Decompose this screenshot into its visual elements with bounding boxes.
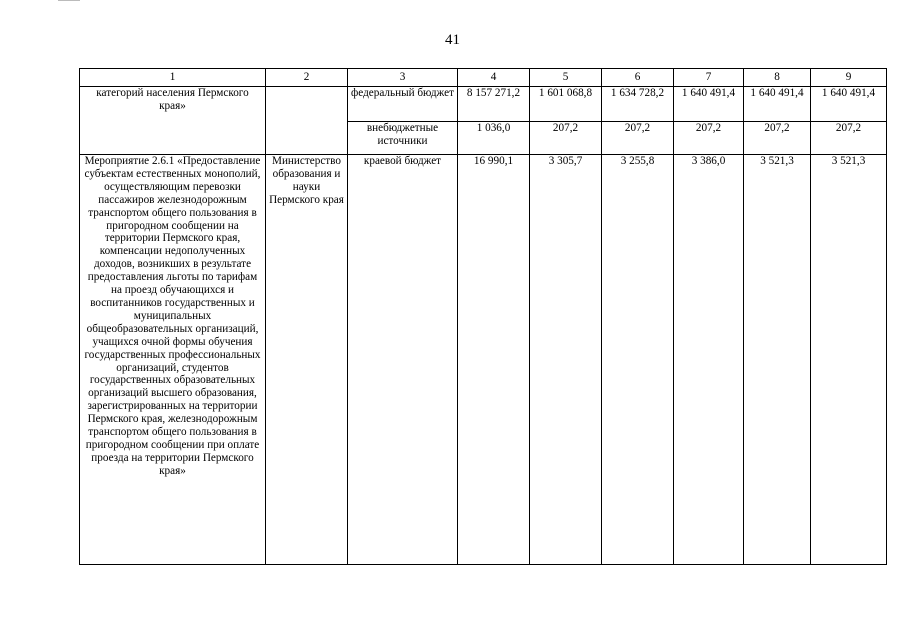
value-cell: 1 640 491,4	[674, 87, 744, 122]
value-cell: 207,2	[602, 122, 674, 155]
value-cell: 3 521,3	[744, 155, 811, 565]
value-cell: 1 640 491,4	[744, 87, 811, 122]
value-cell: 207,2	[811, 122, 887, 155]
value-cell: 207,2	[530, 122, 602, 155]
value-cell: 3 386,0	[674, 155, 744, 565]
header-cell: 4	[458, 69, 530, 87]
table-row	[80, 155, 887, 565]
header-cell: 2	[266, 69, 348, 87]
value-cell: 3 521,3	[811, 155, 887, 565]
value-cell: 1 640 491,4	[811, 87, 887, 122]
value-cell: 3 305,7	[530, 155, 602, 565]
value-cell: 8 157 271,2	[458, 87, 530, 122]
header-cell: 8	[744, 69, 811, 87]
value-cell: 1 601 068,8	[530, 87, 602, 122]
value-cell: 1 634 728,2	[602, 87, 674, 122]
executor-cell	[266, 87, 348, 155]
value-cell: 3 255,8	[602, 155, 674, 565]
table-row	[80, 87, 887, 122]
header-cell: 6	[602, 69, 674, 87]
source-cell: федеральный бюджет	[348, 87, 458, 122]
executor-cell: Министерство образования и науки Пермского края	[266, 155, 348, 565]
header-cell: 3	[348, 69, 458, 87]
header-cell: 9	[811, 69, 887, 87]
source-cell: внебюджетные источники	[348, 122, 458, 155]
value-cell: 207,2	[744, 122, 811, 155]
table-header-row	[80, 69, 887, 87]
value-cell: 16 990,1	[458, 155, 530, 565]
budget-table	[79, 68, 887, 565]
value-cell: 207,2	[674, 122, 744, 155]
value-cell: 1 036,0	[458, 122, 530, 155]
measure-cell: Мероприятие 2.6.1 «Предоставление субъектам естественных монополий, осуществляющим перевозки пассажиров железнодорожным транспортом общего пользования в пригородном сообщении на территории Пермского края, компенсации недополученных доходов, возникших в результате предоставления льготы по тарифам на проезд обучающихся и воспитанников государственных и муниципальных общеобразовательных организаций, учащихся очной формы обучения государственных профессиональных организаций, студентов государственных образовательных организаций высшего образования, зарегистрированных на территории Пермского края, железнодорожным транспортом общего пользования в пригородном сообщении при оплате проезда на территории Пермского края»	[80, 155, 266, 565]
header-cell: 5	[530, 69, 602, 87]
source-cell: краевой бюджет	[348, 155, 458, 565]
scan-mark	[58, 0, 80, 1]
page-number: 41	[445, 32, 460, 48]
measure-cell: категорий населения Пермского края»	[80, 87, 266, 155]
header-cell: 1	[80, 69, 266, 87]
header-cell: 7	[674, 69, 744, 87]
